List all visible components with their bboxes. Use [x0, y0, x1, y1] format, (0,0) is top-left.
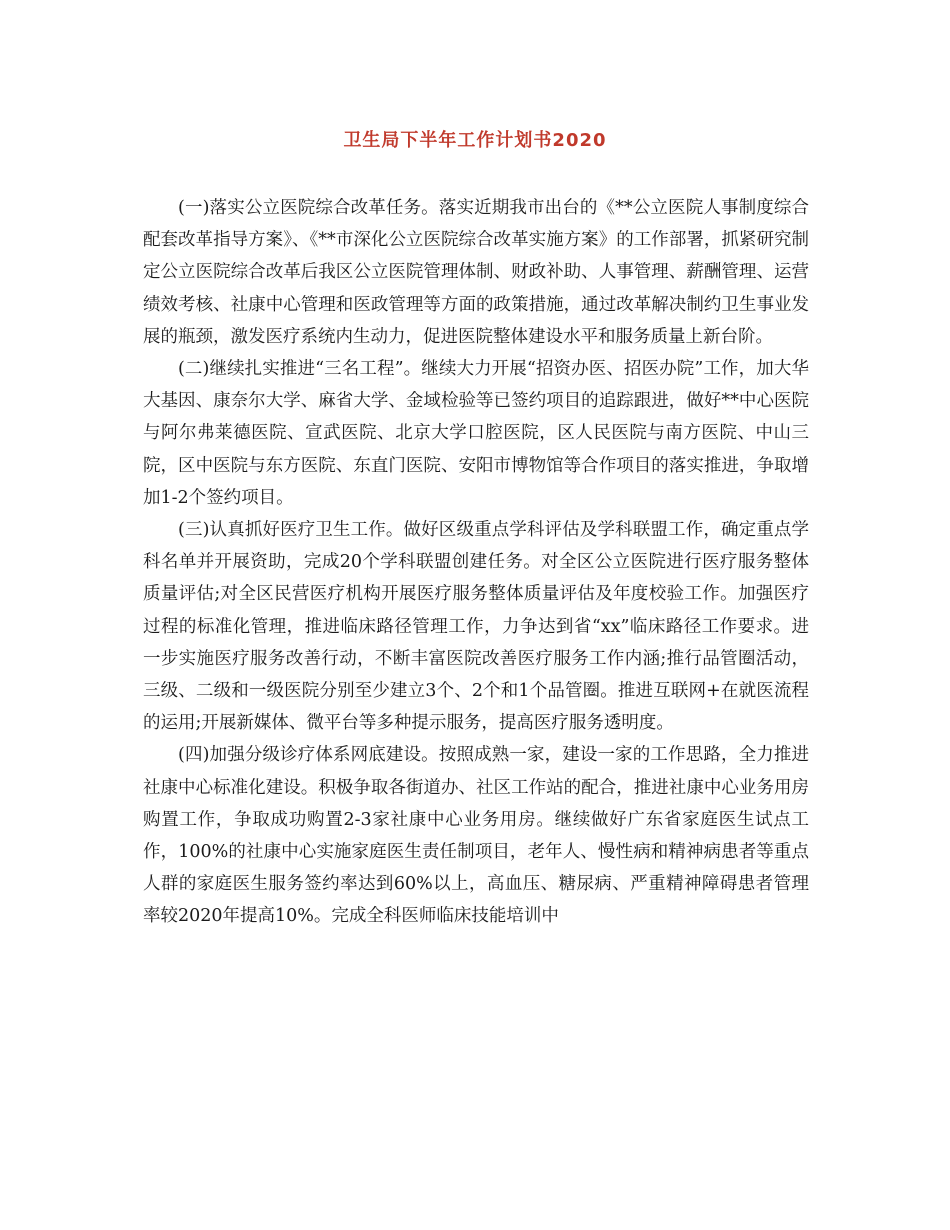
paragraph-2: (二)继续扎实推进“三名工程”。继续大力开展“招资办医、招医办院”工作，加大华大基因、康奈尔大学、麻省大学、金域检验等已签约项目的追踪跟进，做好**中心医院与阿尔弗莱德医院、宣武医院、北京大学口腔医院，区人民医院与南方医院、中山三院，区中医院与东方医院、东直门医院、安阳市博物馆等合作项目的落实推进，争取增加1-2个签约项目。	[143, 359, 809, 508]
document-body	[143, 192, 809, 933]
document-title: 卫生局下半年工作计划书2020	[343, 130, 607, 151]
paragraph-4: (四)加强分级诊疗体系网底建设。按照成熟一家，建设一家的工作思路，全力推进社康中心标准化建设。积极争取各街道办、社区工作站的配合，推进社康中心业务用房购置工作，争取成功购置2-3家社康中心业务用房。继续做好广东省家庭医生试点工作，100%的社康中心实施家庭医生责任制项目，老年人、慢性病和精神病患者等重点人群的家庭医生服务签约率达到60%以上，高血压、糖尿病、严重精神障碍患者管理率较2020年提高10%。完成全科医师临床技能培训中	[143, 745, 809, 927]
paragraph-3: (三)认真抓好医疗卫生工作。做好区级重点学科评估及学科联盟工作，确定重点学科名单并开展资助，完成20个学科联盟创建任务。对全区公立医院进行医疗服务整体质量评估;对全区民营医疗机构开展医疗服务整体质量评估及年度校验工作。加强医疗过程的标准化管理，推进临床路径管理工作，力争达到省“xx”临床路径工作要求。进一步实施医疗服务改善行动，不断丰富医院改善医疗服务工作内涵;推行品管圈活动，三级、二级和一级医院分别至少建立3个、2个和1个品管圈。推进互联网+在就医流程的运用;开展新媒体、微平台等多种提示服务，提高医疗服务透明度。	[143, 520, 809, 734]
paragraph-1: (一)落实公立医院综合改革任务。落实近期我市出台的《**公立医院人事制度综合配套改革指导方案》、《**市深化公立医院综合改革实施方案》的工作部署，抓紧研究制定公立医院综合改革后我区公立医院管理体制、财政补助、人事管理、薪酬管理、运营绩效考核、社康中心管理和医政管理等方面的政策措施，通过改革解决制约卫生事业发展的瓶颈，激发医疗系统内生动力，促进医院整体建设水平和服务质量上新台阶。	[143, 198, 809, 347]
